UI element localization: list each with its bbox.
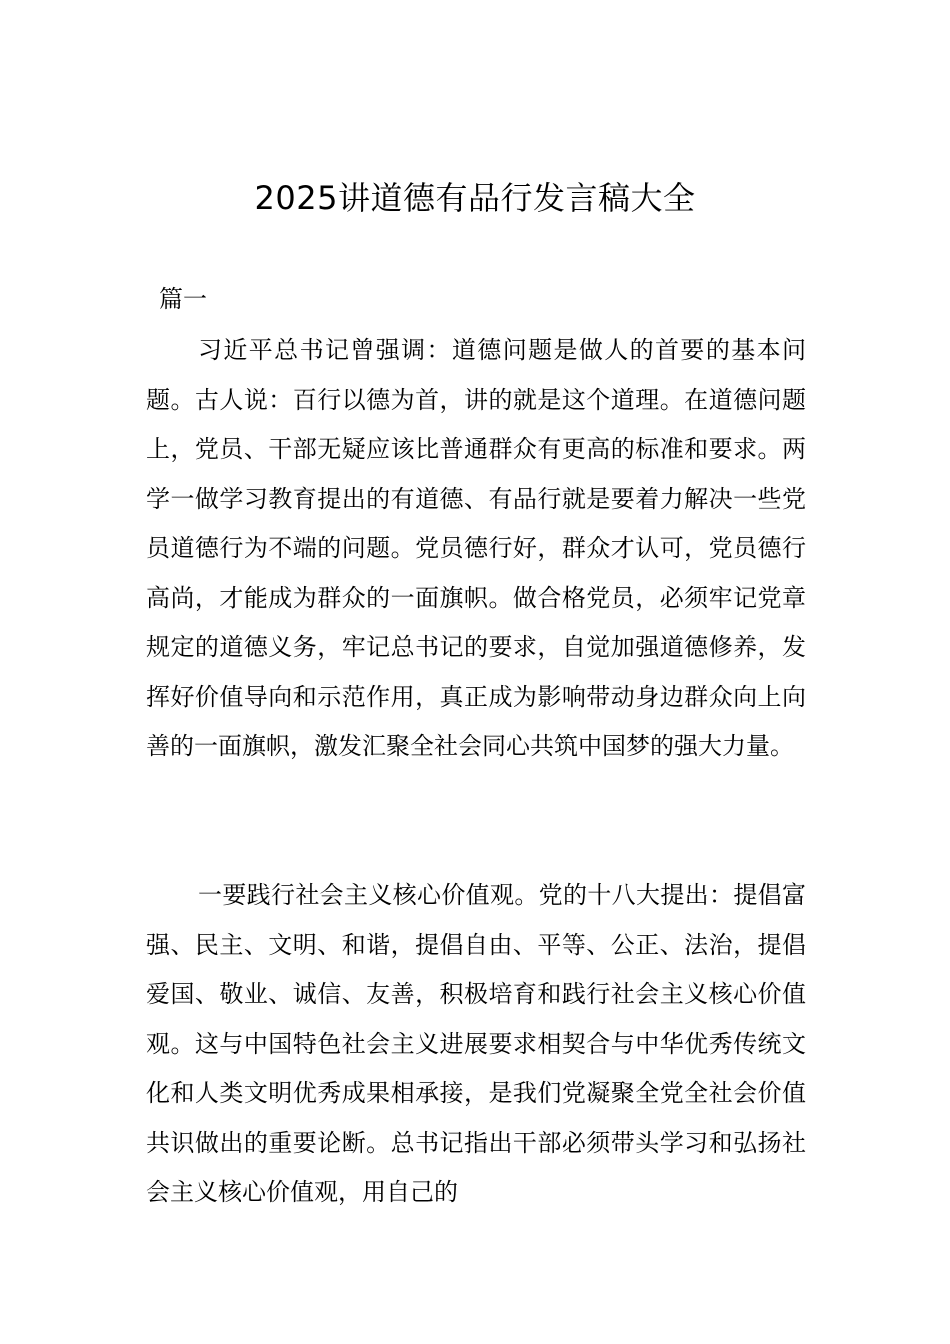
document-title: 2025讲道德有品行发言稿大全 xyxy=(254,179,696,217)
section-label: 篇一 xyxy=(159,285,207,313)
body-paragraph-1: 习近平总书记曾强调：道德问题是做人的首要的基本问题。古人说：百行以德为首，讲的就是这个道理。在道德问题上，党员、干部无疑应该比普通群众有更高的标准和要求。两学一做学习教育提出的有道德、有品行就是要着力解决一些党员道德行为不端的问题。党员德行好，群众才认可，党员德行高尚，才能成为群众的一面旗帜。做合格党员，必须牢记党章规定的道德义务，牢记总书记的要求，自觉加强道德修养，发挥好价值导向和示范作用，真正成为影响带动身边群众向上向善的一面旗帜，激发汇聚全社会同心共筑中国梦的强大力量。 xyxy=(146,336,806,760)
body-paragraph-2: 一要践行社会主义核心价值观。党的十八大提出：提倡富强、民主、文明、和谐，提倡自由、平等、公正、法治，提倡爱国、敬业、诚信、友善，积极培育和践行社会主义核心价值观。这与中国特色社会主义进展要求相契合与中华优秀传统文化和人类文明优秀成果相承接，是我们党凝聚全党全社会价值共识做出的重要论断。总书记指出干部必须带头学习和弘扬社会主义核心价值观，用自己的 xyxy=(146,881,806,1206)
